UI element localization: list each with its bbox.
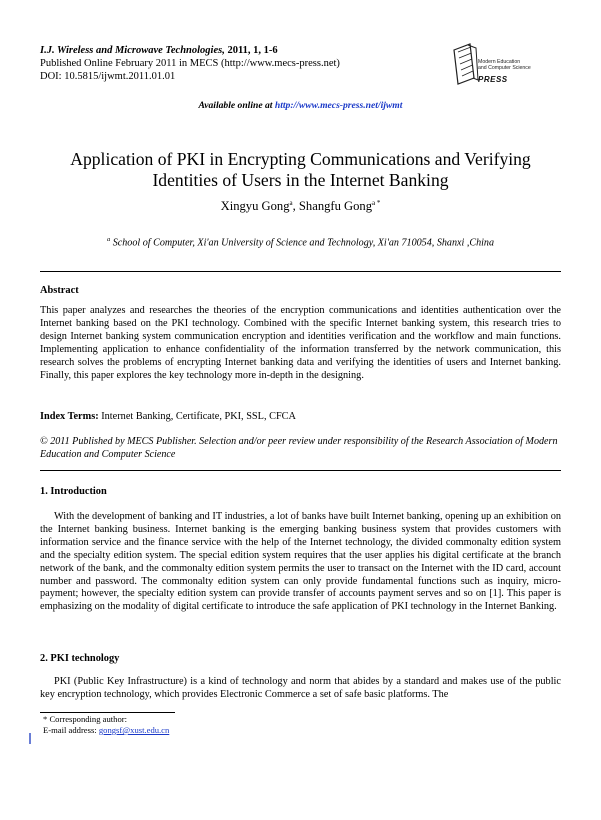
- authors: [0, 199, 601, 214]
- logo-line-1: Modern Education: [478, 59, 521, 65]
- affiliation-text: School of Computer, Xi'an University of Science and Technology, Xi'an 710054, Shanxi ,China: [110, 237, 495, 249]
- logo-text: [478, 59, 531, 71]
- section-heading-pki: 2. PKI technology: [40, 653, 120, 664]
- footnote-divider: [40, 712, 175, 713]
- author-separator: ,: [292, 199, 299, 214]
- title-line-2: Identities of Users in the Internet Banking: [152, 170, 449, 190]
- index-terms-label: Index Terms:: [40, 411, 99, 422]
- divider-bottom: [40, 470, 561, 471]
- journal-issue: 2011, 1, 1-6: [224, 45, 278, 56]
- affiliation-sup: a: [106, 236, 111, 243]
- journal-citation: [40, 44, 340, 57]
- email-label: E-mail address:: [43, 725, 99, 735]
- divider-top: [40, 271, 561, 272]
- corresponding-author: * Corresponding author:: [43, 714, 128, 724]
- email-link[interactable]: gongsf@xust.edu.cn: [98, 725, 170, 735]
- section-text-introduction: With the development of banking and IT industries, a lot of banks have built Internet banking, opening up an exhibition on the Internet banking business. Internet banking is the emerging banking business system that provides customers with information service and the finance service with the help of the Internet technology, the divided commonalty edition system and the specialty edition system. The special edition system requires that the user applies his digital certificate at the branch network of the bank, and the commonalty edition system permits the user to transact on the Internet with the ID card, account number and password. The commonalty edition system can only provide fundamental functions such as inquiry, micro-payment; however, the specialty edition system can provide transfer of accounts payment serves and so on [1]. This paper is emphasizing on the modality of digital certificate to introduce the safe application of PKI technology in the Internet Banking.: [40, 511, 561, 613]
- journal-name: I.J. Wireless and Microwave Technologies,: [40, 45, 225, 56]
- doi-line: DOI: 10.5815/ijwmt.2011.01.01: [40, 71, 176, 82]
- copyright-notice: © 2011 Published by MECS Publisher. Selection and/or peer review under responsibility of the Research Association of Modern Education and Computer Science: [40, 436, 558, 460]
- title-line-1: Application of PKI in Encrypting Communications and Verifying: [70, 149, 531, 169]
- footnote: [43, 714, 169, 736]
- logo-line-2: and Computer Science: [478, 65, 531, 71]
- author-1: Xingyu Gong: [220, 199, 290, 214]
- affiliation: [0, 236, 601, 248]
- margin-marker: [29, 733, 31, 744]
- abstract-text: This paper analyzes and researches the theories of the encryption communications and identities authentication over the Internet banking based on the PKI technology. Combined with the specific Internet banking system, this research tries to design Internet banking system communication encryption and identities verification and the workflow and main functions. Implementing application to enhance confidentiality of the information transferred by the network communication, this research solves the problems of encrypting Internet banking data and verifying the identities of users and Internet banking. Finally, this paper explores the key technology more in-depth in the designing.: [40, 305, 561, 381]
- section-heading-introduction: 1. Introduction: [40, 486, 107, 497]
- abstract-heading: Abstract: [40, 285, 79, 296]
- published-line: Published Online February 2011 in MECS (http://www.mecs-press.net): [40, 58, 340, 69]
- available-online: [0, 100, 601, 111]
- author-2-sup: a *: [372, 199, 381, 207]
- journal-header: [40, 44, 340, 83]
- author-1-sup: a: [289, 199, 293, 207]
- index-terms: [40, 411, 296, 422]
- index-terms-value: Internet Banking, Certificate, PKI, SSL, CFCA: [98, 411, 296, 422]
- logo-press: PRESS: [478, 75, 508, 84]
- journal-link[interactable]: http://www.mecs-press.net/ijwmt: [274, 100, 403, 111]
- author-2: Shangfu Gong: [298, 199, 373, 214]
- section-text-pki: PKI (Public Key Infrastructure) is a kind of technology and norm that abides by a standard and makes use of the public key encryption technology, which provides Electronic Commerce a set of safe basic platforms. The: [40, 676, 561, 700]
- available-prefix: Available online at: [198, 100, 275, 111]
- paper-title: [40, 149, 561, 191]
- email-line: [43, 725, 169, 736]
